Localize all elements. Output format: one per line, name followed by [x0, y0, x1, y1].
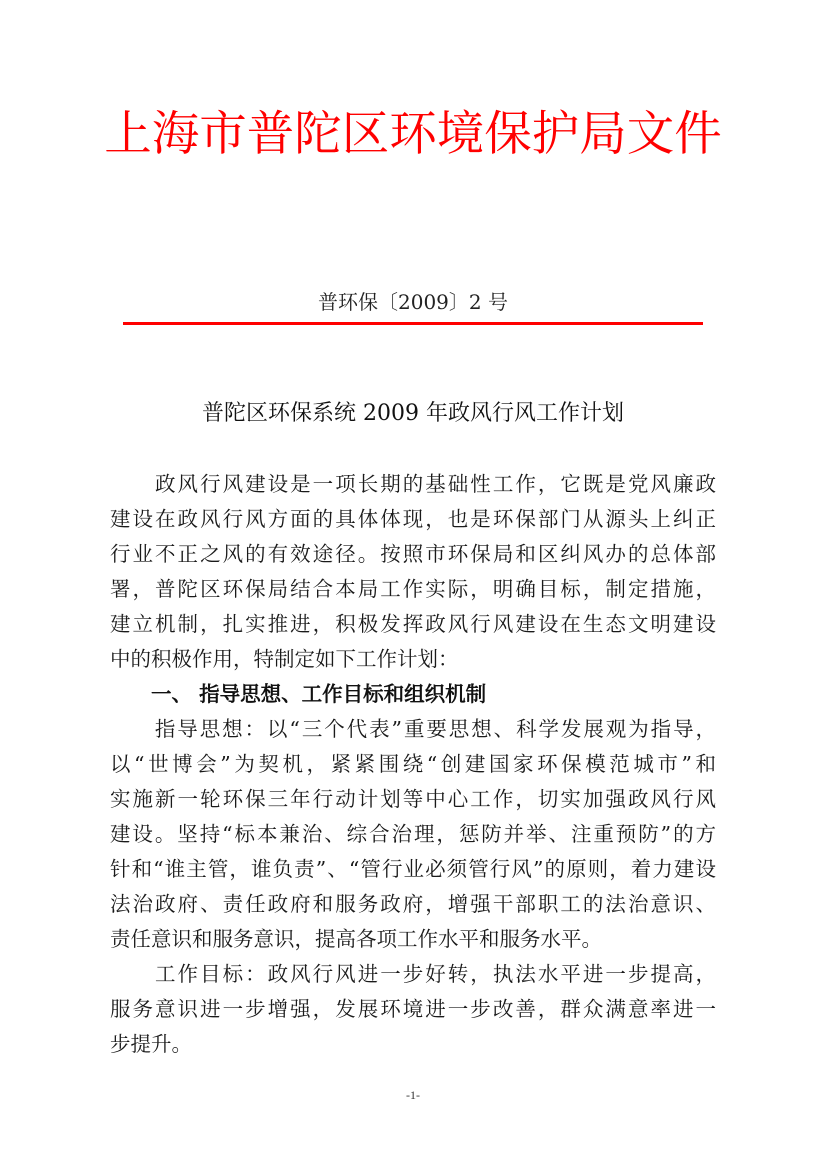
- agency-header-title: 上海市普陀区环境保护局文件: [104, 107, 722, 162]
- guiding-line: 以“世博会”为契机，紧紧围绕“创建国家环保模范城市”和: [110, 752, 716, 776]
- goals-line: 工作目标：政风行风进一步好转，执法水平进一步提高，: [110, 962, 716, 986]
- goals-line: 步提升。: [110, 1032, 192, 1056]
- document-number: 普环保〔2009〕2 号: [318, 290, 508, 314]
- guiding-line: 指导思想：以“三个代表”重要思想、科学发展观为指导，: [110, 717, 716, 741]
- guiding-line: 责任意识和服务意识，提高各项工作水平和服务水平。: [110, 927, 602, 951]
- guiding-line: 实施新一轮环保三年行动计划等中心工作，切实加强政风行风: [110, 787, 716, 811]
- intro-line: 行业不正之风的有效途径。按照市环保局和区纠风办的总体部: [110, 542, 716, 566]
- intro-line: 中的积极作用，特制定如下工作计划：: [110, 647, 459, 671]
- guiding-line: 法治政府、责任政府和服务政府，增强干部职工的法治意识、: [110, 892, 716, 916]
- section-heading: 一、 指导思想、工作目标和组织机制: [151, 682, 487, 706]
- guiding-line: 针和“谁主管，谁负责”、“管行业必须管行风”的原则，着力建设: [110, 857, 716, 881]
- guiding-line: 建设。坚持“标本兼治、综合治理，惩防并举、注重预防”的方: [110, 822, 716, 846]
- intro-line: 政风行风建设是一项长期的基础性工作，它既是党风廉政: [110, 472, 716, 496]
- intro-line: 建立机制，扎实推进，积极发挥政风行风建设在生态文明建设: [110, 612, 716, 636]
- document-title: 普陀区环保系统 2009 年政风行风工作计划: [202, 401, 624, 426]
- intro-line: 署，普陀区环保局结合本局工作实际，明确目标，制定措施，: [110, 577, 716, 601]
- red-divider-line: [123, 322, 703, 325]
- intro-line: 建设在政风行风方面的具体体现，也是环保部门从源头上纠正: [110, 507, 716, 531]
- goals-line: 服务意识进一步增强，发展环境进一步改善，群众满意率进一: [110, 997, 716, 1021]
- page-number: -1-: [406, 1088, 420, 1102]
